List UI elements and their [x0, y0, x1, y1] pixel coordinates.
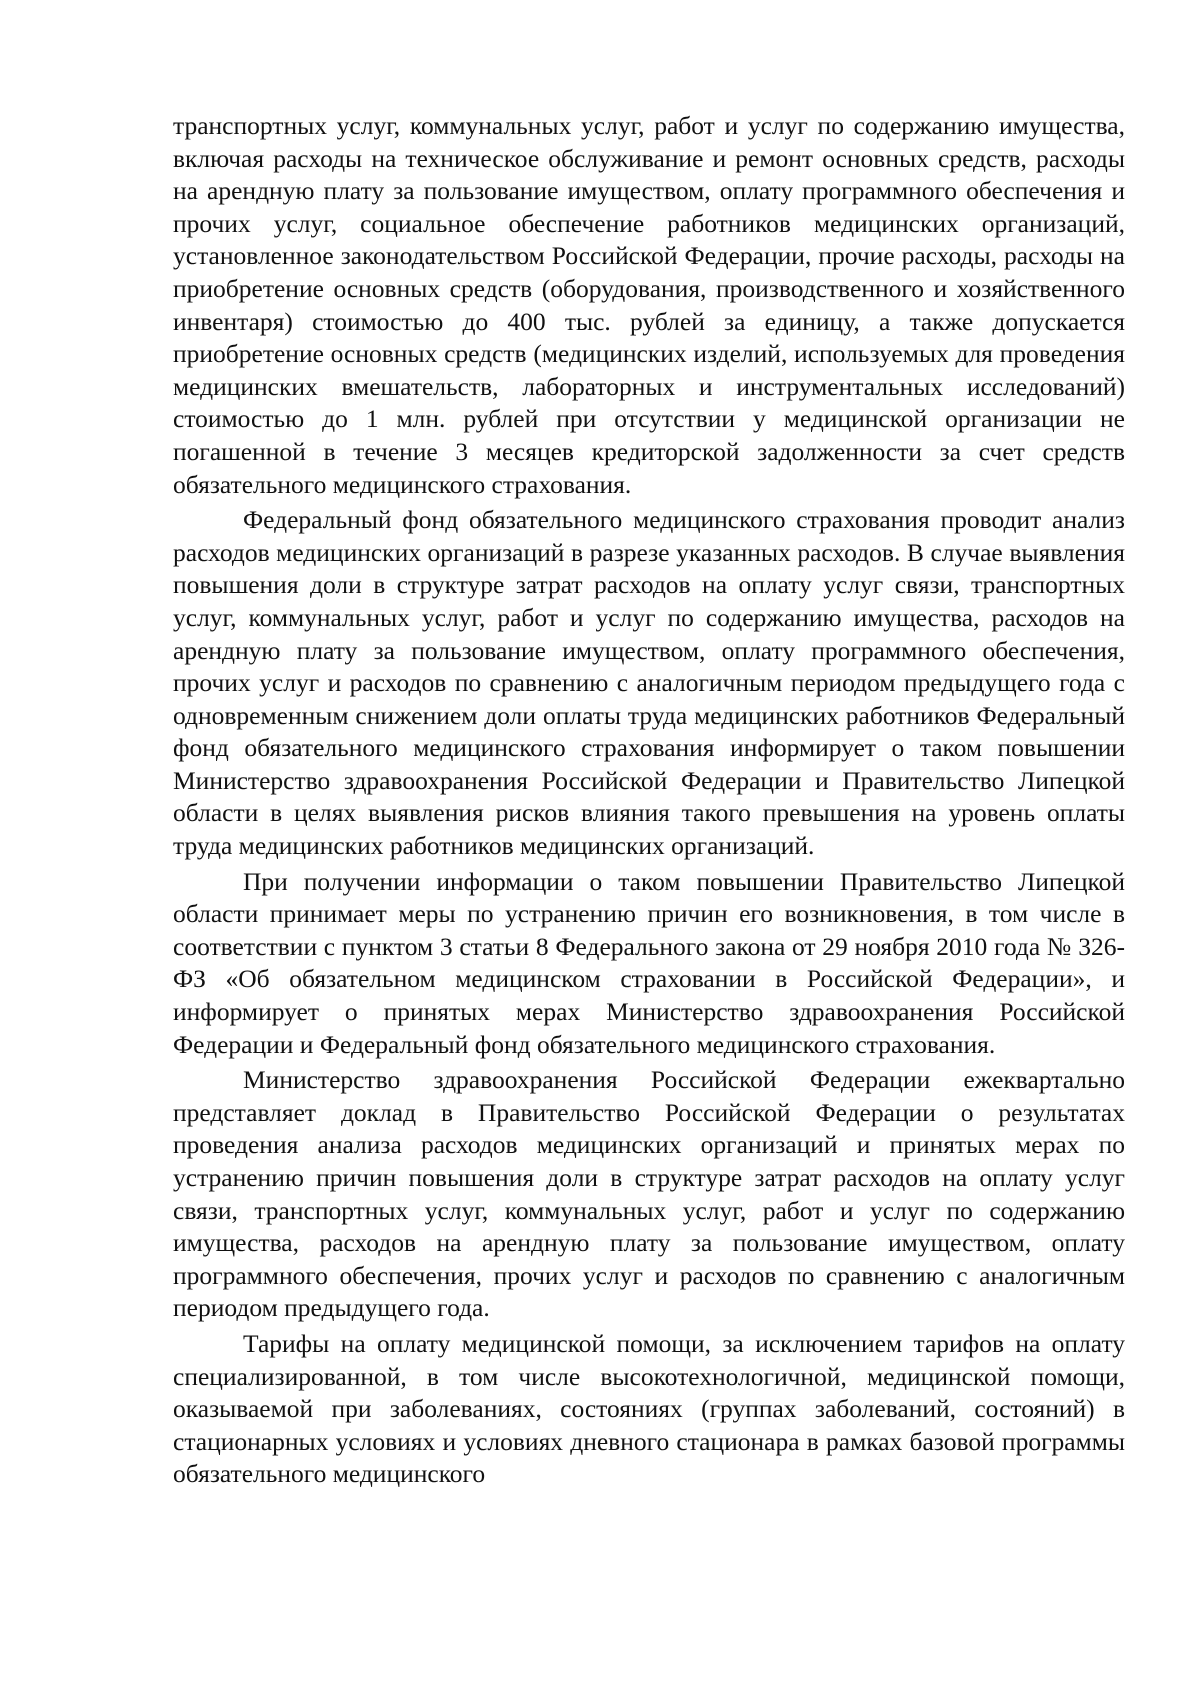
paragraph-lipetsk-measures: При получении информации о таком повышении Правительство Липецкой области принимает меры по устранению причин его возникновения, в том числе в соответствии с пунктом 3 статьи 8 Федерального закона от 29 ноября 2010 года № 326-ФЗ «Об обязательном медицинском страховании в Российской Федерации», и информирует о принятых мерах Министерство здравоохранения Российской Федерации и Федеральный фонд обязательного медицинского страхования. — [173, 866, 1125, 1059]
document-page — [173, 110, 1125, 1491]
paragraph-ministry-report: Министерство здравоохранения Российской Федерации ежеквартально представляет доклад в Правительство Российской Федерации о результатах проведения анализа расходов медицинских организаций и принятых мерах по устранению причин повышения доли в структуре затрат расходов на оплату услуг связи, транспортных услуг, коммунальных услуг, работ и услуг по содержанию имущества, расходов на арендную плату за пользование имуществом, оплату программного обеспечения, прочих услуг и расходов по сравнению с аналогичным периодом предыдущего года. — [173, 1065, 1125, 1323]
paragraph-ffoms-analysis: Федеральный фонд обязательного медицинского страхования проводит анализ расходов медицинских организаций в разрезе указанных расходов. В случае выявления повышения доли в структуре затрат расходов на оплату услуг связи, транспортных услуг, коммунальных услуг, работ и услуг по содержанию имущества, расходов на арендную плату за пользование имуществом, оплату программного обеспечения, прочих услуг и расходов по сравнению с аналогичным периодом предыдущего года с одновременным снижением доли оплаты труда медицинских работников Федеральный фонд обязательного медицинского страхования информирует о таком повышении Министерство здравоохранения Российской Федерации и Правительство Липецкой области в целях выявления рисков влияния такого превышения на уровень оплаты труда медицинских работников медицинских организаций. — [173, 505, 1125, 861]
paragraph-expenses-continuation: транспортных услуг, коммунальных услуг, работ и услуг по содержанию имущества, включая расходы на техническое обслуживание и ремонт основных средств, расходы на арендную плату за пользование имуществом, оплату программного обеспечения и прочих услуг, социальное обеспечение работников медицинских организаций, установленное законодательством Российской Федерации, прочие расходы, расходы на приобретение основных средств (оборудования, производственного и хозяйственного инвентаря) стоимостью до 400 тыс. рублей за единицу, а также допускается приобретение основных средств (медицинских изделий, используемых для проведения медицинских вмешательств, лабораторных и инструментальных исследований) стоимостью до 1 млн. рублей при отсутствии у медицинской организации не погашенной в течение 3 месяцев кредиторской задолженности за счет средств обязательного медицинского страхования. — [173, 111, 1125, 499]
paragraph-tariffs: Тарифы на оплату медицинской помощи, за исключением тарифов на оплату специализированной, в том числе высокотехнологичной, медицинской помощи, оказываемой при заболеваниях, состояниях (группах заболеваний, состояний) в стационарных условиях и условиях дневного стационара в рамках базовой программы обязательного медицинского — [173, 1328, 1125, 1489]
